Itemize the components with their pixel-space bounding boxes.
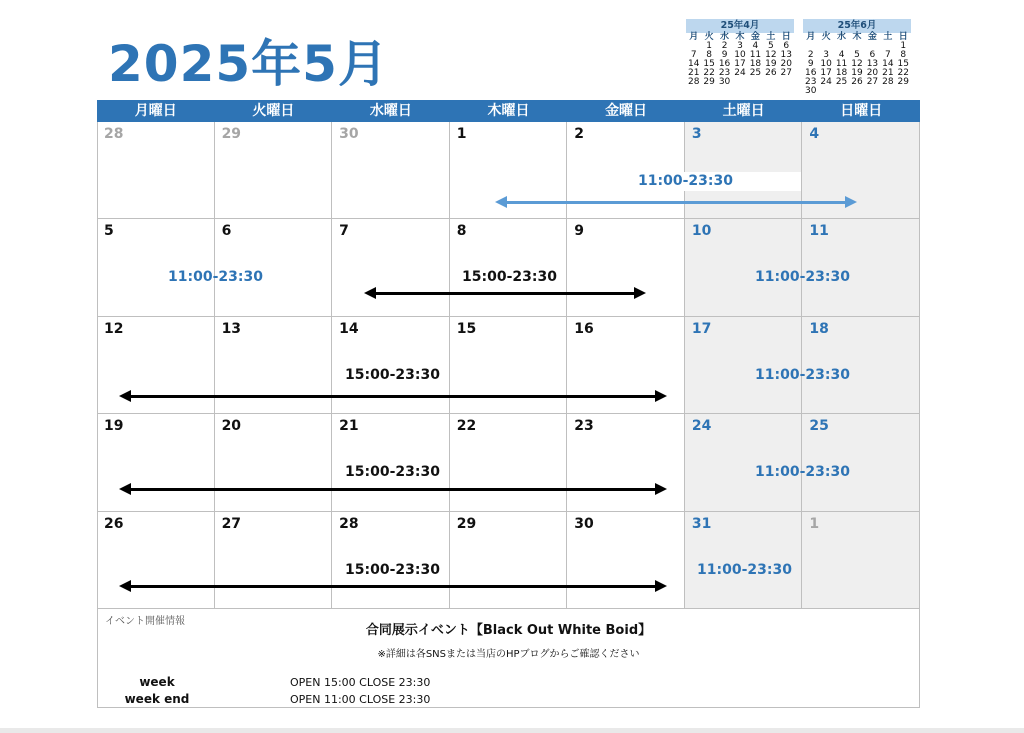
mini-day: 12 <box>765 50 777 60</box>
mini-day: 15 <box>703 59 715 69</box>
mini-day: 5 <box>854 50 860 60</box>
day-number: 19 <box>104 418 124 435</box>
weekday-thu: 木曜日 <box>487 103 530 119</box>
mini-day: 12 <box>851 59 863 69</box>
day-cell[interactable] <box>97 414 215 511</box>
mini-day: 7 <box>690 50 697 60</box>
mini-weekday: 水 <box>837 32 847 42</box>
day-cell[interactable] <box>97 317 215 414</box>
day-cell[interactable] <box>685 317 803 414</box>
mini-day: 26 <box>851 77 863 87</box>
day-cell[interactable] <box>450 512 568 609</box>
mini-day: 16 <box>804 68 817 78</box>
mini-day <box>880 87 895 96</box>
mini-day: 16 <box>718 59 731 69</box>
mini-day <box>896 87 911 96</box>
day-cell[interactable] <box>332 414 450 511</box>
day-number: 14 <box>339 320 359 337</box>
day-cell[interactable] <box>685 122 803 219</box>
day-number: 25 <box>809 418 829 435</box>
mini-day: 8 <box>706 50 712 60</box>
mini-weekday: 日 <box>781 32 791 42</box>
day-number: 28 <box>339 515 359 532</box>
day-number: 4 <box>809 126 820 142</box>
day-number: 12 <box>104 320 124 337</box>
mini-day: 7 <box>884 50 891 60</box>
day-number: 30 <box>574 515 594 532</box>
mini-day: 20 <box>866 68 879 78</box>
mini-day <box>763 78 778 87</box>
mini-day: 18 <box>749 59 762 69</box>
day-cell[interactable] <box>332 317 450 414</box>
day-number: 22 <box>456 418 477 435</box>
page-title: 2025年5月 <box>108 35 389 93</box>
mini-day: 13 <box>780 50 792 60</box>
mini-weekday: 土 <box>766 32 776 42</box>
mini-weekday: 火 <box>821 32 831 42</box>
mini-day: 10 <box>734 50 746 60</box>
mini-day <box>818 87 833 96</box>
day-number: 16 <box>574 320 594 337</box>
mini-weekday: 土 <box>883 32 893 42</box>
mini-day: 17 <box>734 59 746 69</box>
mini-day: 2 <box>721 41 728 51</box>
day-number: 21 <box>339 418 359 435</box>
week-hours: OPEN 15:00 CLOSE 23:30 <box>290 676 431 689</box>
mini-day: 17 <box>820 68 832 78</box>
day-cell[interactable] <box>567 219 685 316</box>
range-arrow <box>374 292 636 295</box>
weekday-sun: 日曜日 <box>840 103 883 119</box>
mini-weekday: 日 <box>898 32 908 42</box>
day-number: 7 <box>339 223 349 240</box>
weekend-label: week end <box>124 692 190 706</box>
day-cell[interactable] <box>215 512 333 609</box>
mini-day: 8 <box>900 50 907 60</box>
event-note: ※詳細は各SNSまたは当店のHPブログからご確認ください <box>377 649 640 660</box>
mini-day: 9 <box>807 59 814 69</box>
day-cell[interactable] <box>450 122 568 219</box>
mini-calendar-title: 25年4月 <box>686 19 794 33</box>
mini-day: 28 <box>882 77 894 87</box>
mini-day: 18 <box>835 68 848 78</box>
mini-day <box>849 87 864 96</box>
day-number: 28 <box>104 126 124 142</box>
mini-day: 4 <box>752 41 759 51</box>
event-info-label: イベント開催情報 <box>105 616 185 627</box>
day-cell[interactable] <box>215 414 333 511</box>
mini-day: 23 <box>804 77 817 87</box>
mini-day: 9 <box>721 50 728 60</box>
mini-calendar <box>686 19 794 87</box>
day-number: 26 <box>104 515 124 532</box>
day-number: 6 <box>221 223 232 240</box>
day-number: 2 <box>574 126 585 142</box>
mini-day: 13 <box>866 59 879 69</box>
day-cell[interactable] <box>685 414 803 511</box>
day-cell[interactable] <box>332 219 450 316</box>
weekday-hours-label: 15:00-23:30 <box>345 464 440 480</box>
mini-calendar-title: 25年6月 <box>803 19 911 33</box>
day-number: 23 <box>574 418 594 435</box>
day-number: 27 <box>221 515 242 532</box>
day-cell[interactable] <box>97 122 215 219</box>
mini-weekday: 木 <box>735 32 745 42</box>
weekend-hours-label: 11:00-23:30 <box>755 367 850 383</box>
day-number: 18 <box>809 320 829 337</box>
event-title: 合同展示イベント【Black Out White Boid】 <box>365 623 652 638</box>
day-cell[interactable] <box>450 414 568 511</box>
mini-weekday: 水 <box>720 32 730 42</box>
day-number: 29 <box>221 126 242 142</box>
mini-day: 3 <box>823 50 829 60</box>
mini-day: 30 <box>804 86 817 96</box>
weekday-hours-label: 15:00-23:30 <box>345 562 440 578</box>
mini-day: 4 <box>838 50 845 60</box>
day-cell[interactable] <box>450 317 568 414</box>
range-arrow <box>129 488 657 491</box>
day-cell[interactable] <box>567 414 685 511</box>
day-number: 24 <box>691 418 712 435</box>
weekend-hours-label: 11:00-23:30 <box>638 173 733 189</box>
event-info-panel <box>97 609 920 708</box>
day-number: 13 <box>221 320 242 337</box>
day-cell[interactable] <box>97 512 215 609</box>
day-cell[interactable] <box>332 512 450 609</box>
day-number: 20 <box>221 418 242 435</box>
mini-day: 11 <box>835 59 848 69</box>
mini-day: 23 <box>718 68 731 78</box>
mini-day: 14 <box>882 59 894 69</box>
mini-day: 19 <box>765 59 777 69</box>
mini-day: 27 <box>780 68 792 78</box>
mini-day <box>748 78 763 87</box>
mini-day: 25 <box>835 77 848 87</box>
mini-weekday: 月 <box>689 32 699 42</box>
mini-day <box>834 87 849 96</box>
day-cell[interactable] <box>332 122 450 219</box>
day-number: 10 <box>691 223 712 240</box>
day-number: 15 <box>456 320 477 337</box>
day-cell[interactable] <box>802 512 920 609</box>
week-label: week <box>139 675 175 689</box>
day-cell[interactable] <box>215 122 333 219</box>
weekday-sat: 土曜日 <box>722 103 765 119</box>
mini-day: 21 <box>882 68 894 78</box>
mini-day: 20 <box>780 59 792 69</box>
weekday-tue: 火曜日 <box>252 103 295 119</box>
mini-day: 2 <box>807 50 814 60</box>
range-arrow <box>505 201 847 204</box>
mini-weekday: 木 <box>852 32 862 42</box>
day-number: 17 <box>691 320 712 337</box>
day-number: 5 <box>104 223 114 240</box>
weekday-hours-label: 15:00-23:30 <box>345 367 440 383</box>
weekend-hours-label: 11:00-23:30 <box>755 269 850 285</box>
mini-day: 3 <box>737 41 743 51</box>
mini-weekday: 金 <box>750 32 760 42</box>
weekend-hours: OPEN 11:00 CLOSE 23:30 <box>290 693 431 706</box>
day-number: 30 <box>339 126 359 142</box>
weekend-hours-label: 11:00-23:30 <box>697 562 792 578</box>
mini-day: 1 <box>706 41 712 51</box>
mini-weekday: 金 <box>867 32 877 42</box>
mini-day: 11 <box>749 50 762 60</box>
mini-day: 29 <box>897 77 909 87</box>
day-number: 9 <box>574 223 585 240</box>
day-number: 11 <box>809 223 829 240</box>
mini-day: 10 <box>820 59 832 69</box>
day-cell[interactable] <box>802 317 920 414</box>
mini-day: 29 <box>703 77 715 87</box>
day-cell[interactable] <box>567 317 685 414</box>
mini-day: 19 <box>851 68 863 78</box>
weekday-hours-label: 15:00-23:30 <box>462 269 557 285</box>
mini-day: 26 <box>765 68 777 78</box>
range-arrow <box>129 585 657 588</box>
mini-day: 5 <box>767 41 774 51</box>
day-cell[interactable] <box>685 512 803 609</box>
day-cell[interactable] <box>567 122 685 219</box>
weekday-fri: 金曜日 <box>605 103 648 119</box>
mini-day <box>732 78 747 87</box>
day-cell[interactable] <box>802 414 920 511</box>
mini-day: 22 <box>703 68 715 78</box>
mini-day: 25 <box>749 68 762 78</box>
mini-weekday: 火 <box>704 32 714 42</box>
mini-day: 6 <box>783 41 790 51</box>
bottom-bar <box>0 728 1024 733</box>
mini-day: 1 <box>900 41 907 51</box>
day-number: 29 <box>456 515 477 532</box>
mini-day: 15 <box>897 59 909 69</box>
mini-day: 24 <box>734 68 746 78</box>
day-number: 8 <box>456 223 467 240</box>
mini-day: 24 <box>820 77 832 87</box>
mini-day: 27 <box>866 77 879 87</box>
weekend-hours-label: 11:00-23:30 <box>168 269 263 285</box>
weekday-mon: 月曜日 <box>134 103 177 119</box>
day-cell[interactable] <box>567 512 685 609</box>
weekday-header <box>97 100 920 122</box>
day-number: 1 <box>456 126 467 142</box>
mini-calendar <box>803 19 911 96</box>
day-cell[interactable] <box>215 317 333 414</box>
mini-day: 21 <box>687 68 700 78</box>
mini-day: 30 <box>718 77 731 87</box>
mini-day: 14 <box>687 59 700 69</box>
weekday-wed: 水曜日 <box>369 103 412 119</box>
weekend-hours-label: 11:00-23:30 <box>755 464 850 480</box>
mini-weekday: 月 <box>806 32 816 42</box>
mini-day <box>865 87 880 96</box>
day-number: 31 <box>691 515 712 532</box>
mini-day: 6 <box>869 50 876 60</box>
mini-day: 22 <box>897 68 909 78</box>
mini-day: 28 <box>687 77 700 87</box>
day-cell[interactable] <box>802 122 920 219</box>
day-number: 1 <box>809 515 820 532</box>
range-arrow <box>129 395 657 398</box>
mini-day <box>779 78 794 87</box>
day-number: 3 <box>691 126 702 142</box>
